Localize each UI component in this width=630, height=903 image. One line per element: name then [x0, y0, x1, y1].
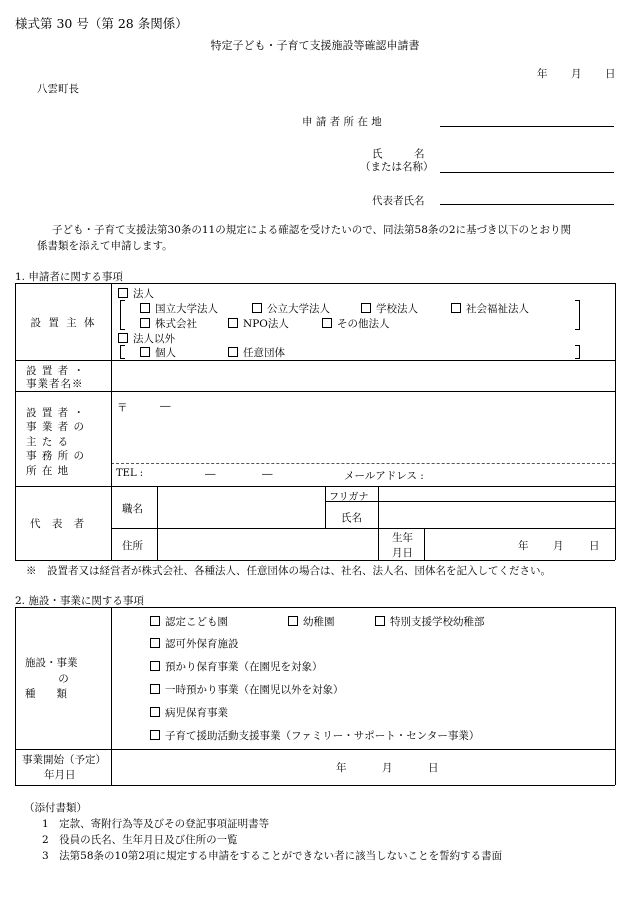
- checkbox-icon: [118, 288, 128, 298]
- checkbox-kindergarten[interactable]: 幼稚園: [288, 614, 335, 629]
- applicant-address-label: 申 請 者 所 在 地: [302, 116, 382, 128]
- checkbox-extended-care[interactable]: 預かり保育事業（在園児を対象）: [150, 659, 323, 674]
- start-date-label-1: 事業開始（予定）: [22, 754, 106, 766]
- office-label-2: 事 業 者 の: [26, 421, 86, 433]
- left-bracket-icon: [120, 300, 125, 330]
- checkbox-icon: [361, 303, 371, 313]
- checkbox-icon: [150, 638, 160, 648]
- applicant-name-sublabel: （または名称）: [360, 161, 434, 173]
- applicant-rep-field[interactable]: [440, 204, 614, 205]
- tel-dash-2: ―: [262, 468, 273, 480]
- birth-day: 日: [589, 540, 600, 552]
- start-date-field[interactable]: [112, 750, 614, 784]
- checkbox-other-corp[interactable]: その他法人: [322, 316, 390, 331]
- rep-name-field[interactable]: [379, 502, 614, 527]
- section1-note: ※ 設置者又は経営者が株式会社、各種法人、任意団体の場合は、社名、法人名、団体名を記入してください。: [26, 565, 551, 577]
- birth-year: 年: [518, 540, 529, 552]
- furigana-field[interactable]: [379, 487, 614, 500]
- email-label: メールアドレス :: [344, 470, 424, 482]
- checkbox-icon: [322, 318, 332, 328]
- checkbox-npo[interactable]: NPO法人: [228, 316, 289, 331]
- postal-dash: ―: [160, 400, 171, 412]
- checkbox-icon: [118, 333, 128, 343]
- checkbox-icon: [228, 318, 238, 328]
- checkbox-temporary-care[interactable]: 一時預かり事業（在園児以外を対象）: [150, 682, 344, 697]
- start-date-label-2: 年月日: [44, 769, 76, 781]
- type-label-2: の: [58, 673, 69, 685]
- date-month: 月: [571, 68, 582, 80]
- checkbox-family-support[interactable]: 子育て援助活動支援事業（ファミリー・サポート・センター事業）: [150, 728, 479, 743]
- applicant-address-field[interactable]: [440, 126, 614, 127]
- rep-label: 代 表 者: [30, 518, 89, 530]
- checkbox-special-school[interactable]: 特別支援学校幼稚部: [375, 614, 485, 629]
- attachment-item-2: 2 役員の氏名、生年月日及び住所の一覧: [42, 834, 238, 846]
- page-title: 特定子ども・子育て支援施設等確認申請書: [210, 39, 420, 52]
- birth-label-1: 生年: [392, 532, 413, 544]
- office-label-4: 事 務 所 の: [26, 450, 86, 462]
- checkbox-icon: [140, 303, 150, 313]
- checkbox-icon: [150, 616, 160, 626]
- checkbox-icon: [252, 303, 262, 313]
- checkbox-individual[interactable]: 個人: [140, 345, 176, 360]
- checkbox-kabushiki[interactable]: 株式会社: [140, 316, 197, 331]
- office-label-5: 所 在 地: [26, 465, 70, 477]
- office-address-field[interactable]: [112, 392, 614, 462]
- tel-dash-1: ―: [205, 468, 216, 480]
- left-bracket-icon: [120, 345, 125, 359]
- type-label-3: 種 類: [25, 688, 67, 700]
- applicant-name-label: 氏 名: [372, 148, 425, 160]
- postal-mark: 〒: [117, 402, 128, 414]
- section1-heading: 1. 申請者に関する事項: [15, 271, 123, 283]
- date-year: 年: [537, 68, 548, 80]
- form-number: 様式第 30 号（第 28 条関係）: [15, 16, 188, 31]
- birth-label-2: 月日: [392, 547, 413, 559]
- checkbox-icon: [150, 684, 160, 694]
- checkbox-national-univ[interactable]: 国立大学法人: [140, 301, 218, 316]
- founder-name-label-1: 設 置 者 ・: [26, 365, 86, 377]
- checkbox-corp[interactable]: 法人: [118, 286, 154, 301]
- start-year: 年: [336, 762, 347, 774]
- intro-line-2: 係書類を添えて申請します。: [37, 240, 173, 252]
- attachment-item-1: 1 定款、寄附行為等及びその登記事項証明書等: [42, 818, 270, 830]
- addressee: 八雲町長: [37, 83, 79, 95]
- type-label-1: 施設・事業: [25, 657, 78, 669]
- checkbox-icon: [150, 707, 160, 717]
- attachments-heading: （添付書類）: [24, 802, 87, 814]
- right-bracket-icon: [575, 345, 580, 359]
- right-bracket-icon: [575, 300, 580, 330]
- checkbox-school-corp[interactable]: 学校法人: [361, 301, 418, 316]
- checkbox-icon: [288, 616, 298, 626]
- intro-line-1: 子ども・子育て支援法第30条の11の規定による確認を受けたいので、同法第58条の2に基づき以下のとおり関: [52, 224, 572, 236]
- checkbox-public-univ[interactable]: 公立大学法人: [252, 301, 330, 316]
- tel-label: TEL :: [116, 468, 144, 479]
- checkbox-sick-child-care[interactable]: 病児保育事業: [150, 705, 228, 720]
- founder-label: 設 置 主 体: [30, 316, 97, 329]
- founder-name-field[interactable]: [112, 361, 614, 390]
- start-month: 月: [382, 762, 393, 774]
- checkbox-voluntary-group[interactable]: 任意団体: [228, 345, 285, 360]
- rep-address-label: 住所: [122, 540, 143, 552]
- checkbox-certified-center[interactable]: 認定こども園: [150, 614, 228, 629]
- checkbox-unlicensed-nursery[interactable]: 認可外保育施設: [150, 636, 239, 651]
- founder-name-label-2: 事業者名※: [26, 378, 84, 390]
- applicant-name-field[interactable]: [440, 172, 614, 173]
- applicant-rep-label: 代表者氏名: [372, 195, 425, 207]
- section2-heading: 2. 施設・事業に関する事項: [15, 595, 144, 607]
- start-day: 日: [428, 762, 439, 774]
- checkbox-icon: [228, 347, 238, 357]
- office-label-3: 主 た る: [26, 436, 70, 448]
- office-label-1: 設 置 者 ・: [26, 407, 86, 419]
- checkbox-non-corp[interactable]: 法人以外: [118, 331, 175, 346]
- checkbox-icon: [140, 347, 150, 357]
- rep-address-field[interactable]: [158, 529, 377, 559]
- checkbox-icon: [375, 616, 385, 626]
- checkbox-icon: [451, 303, 461, 313]
- furigana-label: フリガナ: [329, 492, 369, 503]
- position-label: 職名: [122, 503, 143, 515]
- birth-month: 月: [553, 540, 564, 552]
- date-day: 日: [605, 68, 616, 80]
- position-field[interactable]: [158, 487, 324, 527]
- checkbox-icon: [150, 661, 160, 671]
- rep-name-label: 氏名: [341, 512, 362, 524]
- attachment-item-3: 3 法第58条の10第2項に規定する申請をすることができない者に該当しないことを誓約する書面: [42, 850, 503, 862]
- checkbox-icon: [140, 318, 150, 328]
- checkbox-welfare-corp[interactable]: 社会福祉法人: [451, 301, 529, 316]
- checkbox-icon: [150, 730, 160, 740]
